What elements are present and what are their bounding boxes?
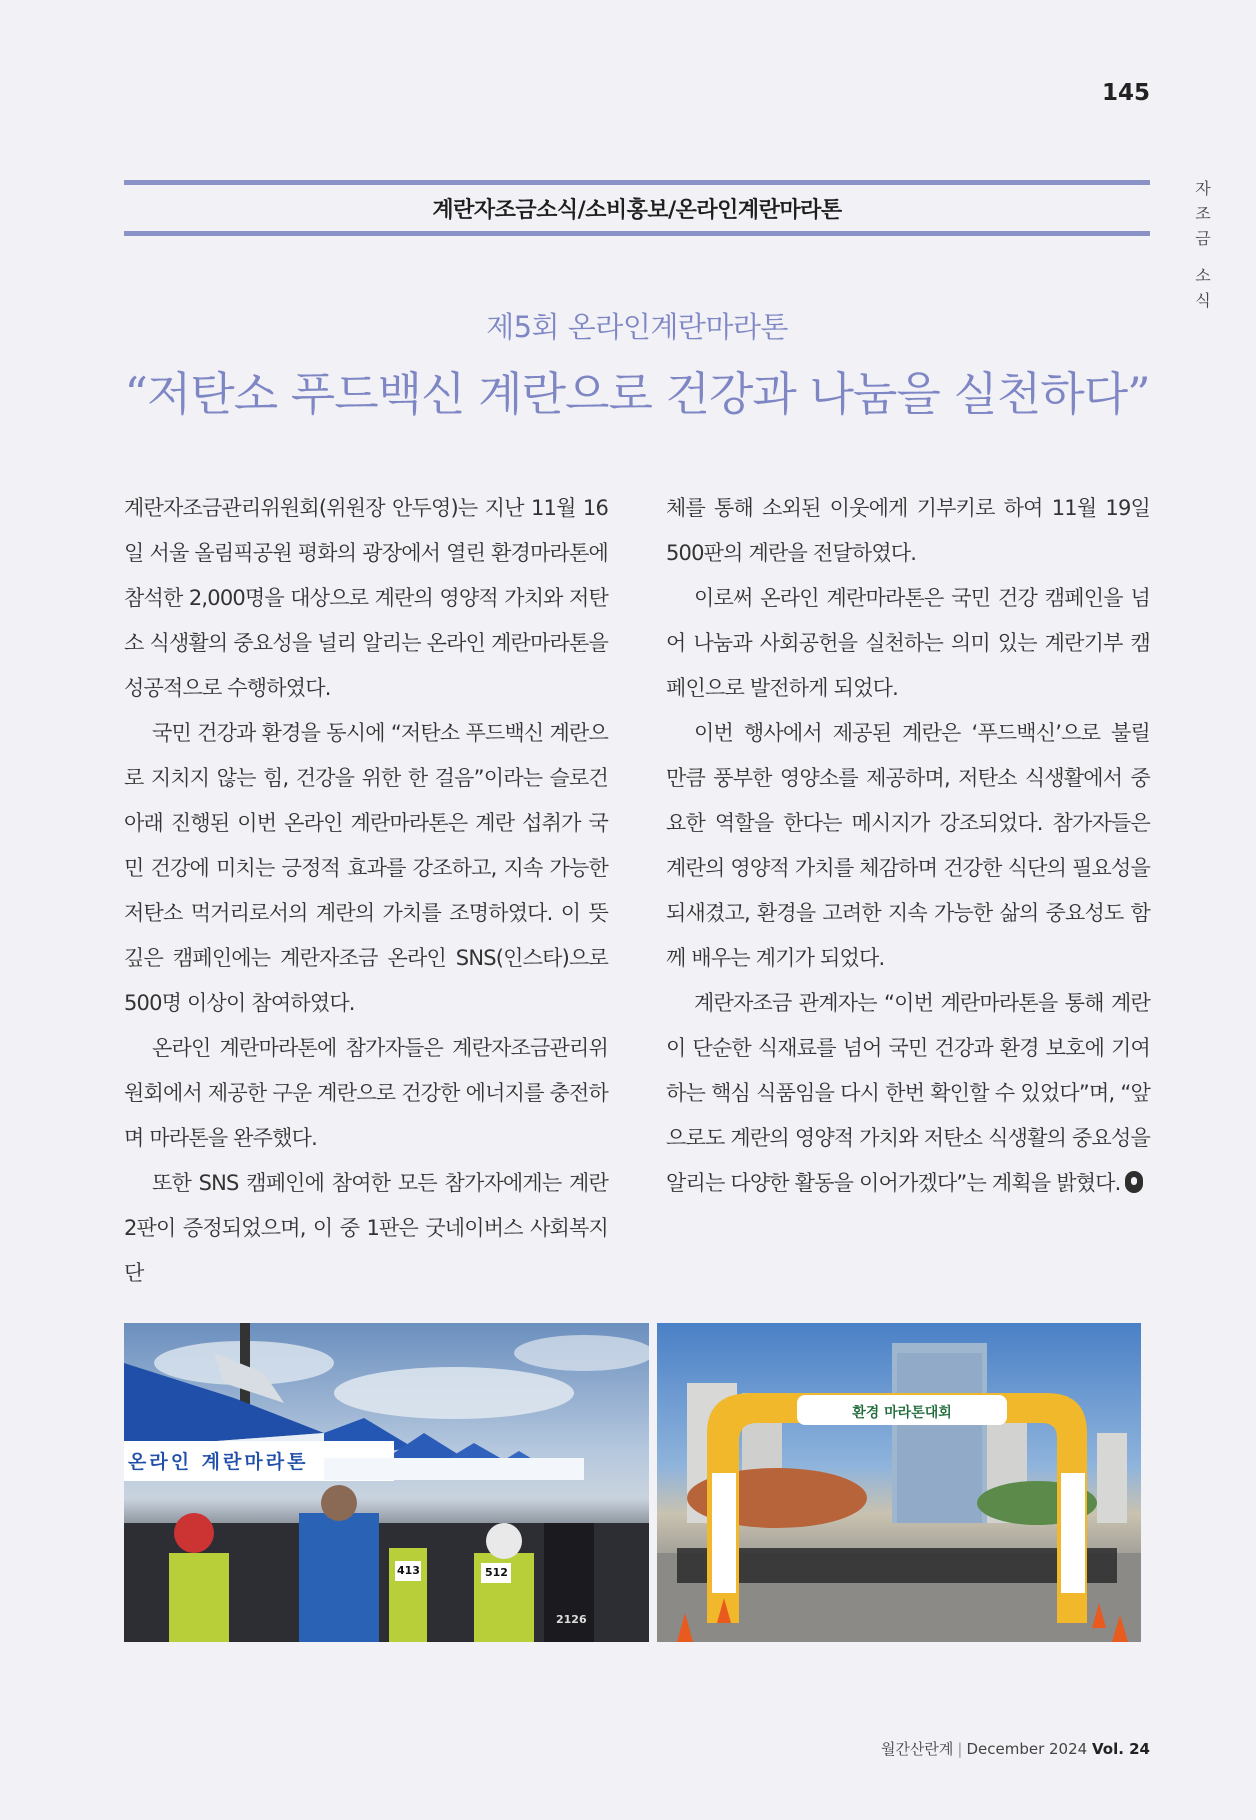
page-footer: 월간산란계 | December 2024 Vol. 24: [880, 1740, 1150, 1758]
side-tab-char: 소: [1195, 266, 1211, 285]
side-tab-char: 식: [1195, 291, 1211, 310]
paragraph: 이로써 온라인 계란마라톤은 국민 건강 캠페인을 넘어 나눔과 사회공헌을 실천하는 의미 있는 계란기부 캠페인으로 발전하게 되었다.: [666, 586, 1150, 700]
issue-date: December 2024: [966, 1740, 1088, 1758]
bib-number: 413: [397, 1564, 420, 1577]
side-tab-char: 금: [1195, 229, 1211, 248]
paragraph: 온라인 계란마라톤에 참가자들은 계란자조금관리위원회에서 제공한 구운 계란으로 건강한 에너지를 충전하며 마라톤을 완주했다.: [124, 1036, 608, 1150]
article-headline: “저탄소 푸드백신 계란으로 건강과 나눔을 실천하다”: [124, 367, 1150, 421]
paragraph: 계란자조금 관계자는 “이번 계란마라톤을 통해 계란이 단순한 식재료를 넘어 국민 건강과 환경 보호에 기여하는 핵심 식품임을 다시 한번 확인할 수 있었다”며, “앞으로도 계란의 영양적 가치와 저탄소 식생활의 중요성을 알리는 다양한 활동을 이어가겠다”는 계획을 밝혔다.: [666, 991, 1150, 1195]
article-column-left: [124, 486, 608, 1296]
photo-marathon-arch: [657, 1323, 1141, 1642]
arch-banner-text: 환경 마라톤대회: [852, 1405, 952, 1421]
paragraph: 이번 행사에서 제공된 계란은 ‘푸드백신’으로 불릴 만큼 풍부한 영양소를 제공하며, 저탄소 식생활에서 중요한 역할을 한다는 메시지가 강조되었다. 참가자들은 계란의 영양적 가치를 체감하며 건강한 식단의 필요성을 되새겼고, 환경을 고려한 지속 가능한 삶의 중요성도 함께 배우는 계기가 되었다.: [666, 721, 1150, 970]
photo-event-booth-graphic: [124, 1323, 649, 1642]
section-header: 계란자조금소식/소비홍보/온라인계란마라톤: [124, 180, 1150, 236]
article-column-right: [666, 486, 1150, 1206]
paragraph: 체를 통해 소외된 이웃에게 기부키로 하여 11월 19일 500판의 계란을 전달하였다.: [666, 496, 1150, 565]
bib-number: 512: [485, 1566, 508, 1579]
magazine-name: 월간산란계: [880, 1740, 954, 1758]
paragraph: 계란자조금관리위원회(위원장 안두영)는 지난 11월 16일 서울 올림픽공원 평화의 광장에서 열린 환경마라톤에 참석한 2,000명을 대상으로 계란의 영양적 가치와 저탄소 식생활의 중요성을 널리 알리는 온라인 계란마라톤을 성공적으로 수행하였다.: [124, 496, 608, 700]
bib-number: 2126: [556, 1613, 587, 1626]
photo-event-booth: [124, 1323, 649, 1642]
booth-banner-text: 온라인 계란마라톤: [128, 1451, 309, 1473]
article-end-icon: [1125, 1171, 1143, 1193]
paragraph: 국민 건강과 환경을 동시에 “저탄소 푸드백신 계란으로 지치지 않는 힘, 건강을 위한 한 걸음”이라는 슬로건 아래 진행된 이번 온라인 계란마라톤은 계란 섭취가 국민 건강에 미치는 긍정적 효과를 강조하고, 지속 가능한 저탄소 먹거리로서의 계란의 가치를 조명하였다. 이 뜻깊은 캠페인에는 계란자조금 온라인 SNS(인스타)으로 500명 이상이 참여하였다.: [124, 721, 608, 1015]
side-tab-char: 자: [1195, 179, 1211, 198]
volume-number: Vol. 24: [1091, 1740, 1150, 1758]
article-subtitle: 제5회 온라인계란마라톤: [486, 310, 788, 344]
side-section-tab: [1188, 176, 1218, 313]
paragraph-last: [666, 981, 1150, 1206]
side-tab-char: 조: [1195, 204, 1211, 223]
photo-marathon-arch-graphic: [657, 1323, 1141, 1642]
page-number: 145: [1101, 80, 1150, 106]
paragraph: 또한 SNS 캠페인에 참여한 모든 참가자에게는 계란 2판이 증정되었으며, 이 중 1판은 굿네이버스 사회복지단: [124, 1171, 608, 1285]
